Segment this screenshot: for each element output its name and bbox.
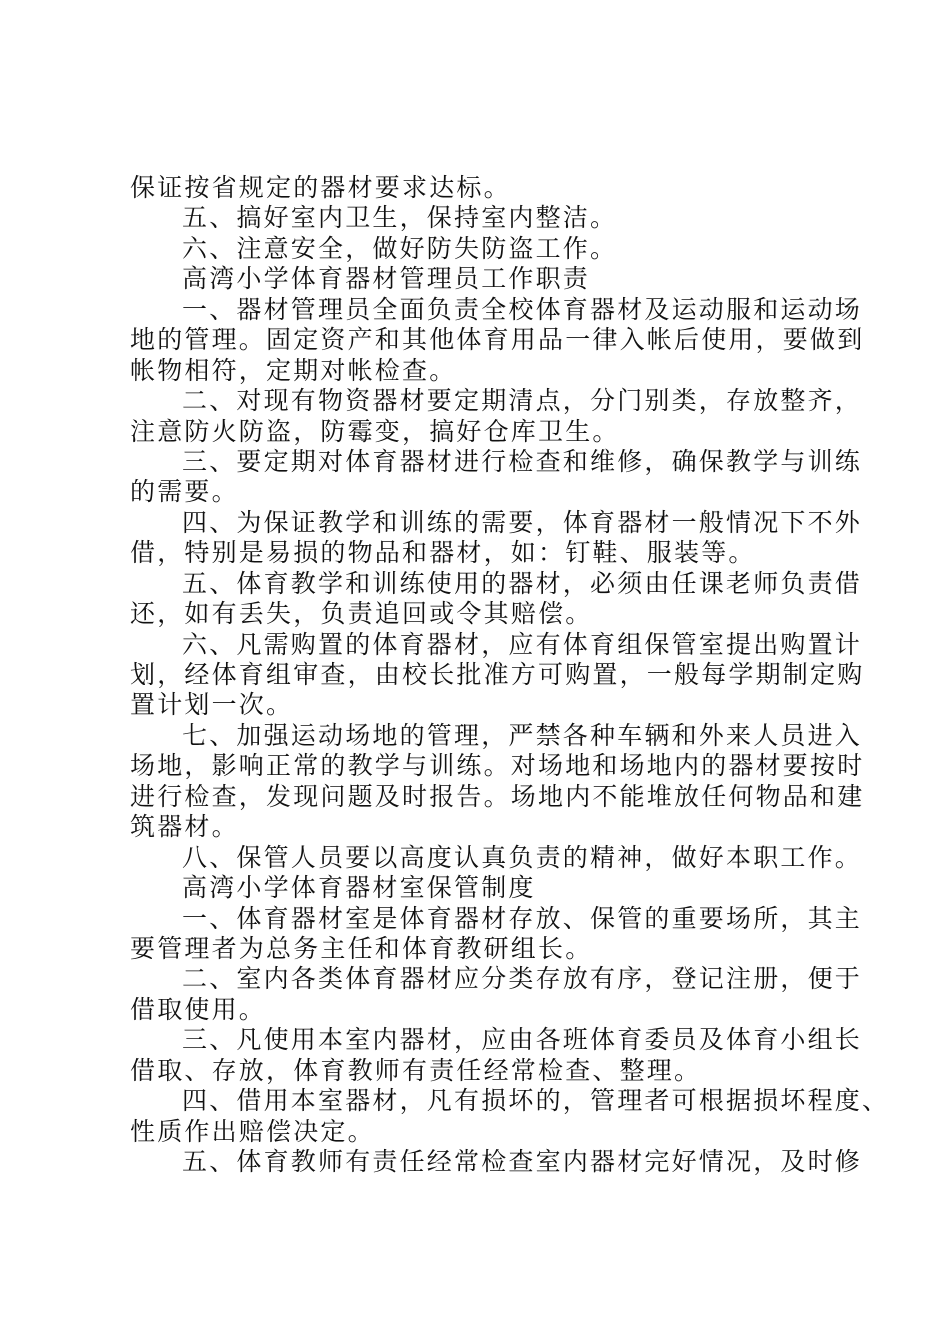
text-line: 场地，影响正常的教学与训练。对场地和场地内的器材要按时 [130,751,865,781]
text-line: 四、借用本室器材，凡有损坏的，管理者可根据损坏程度、 [182,1086,890,1116]
text-line: 进行检查，发现问题及时报告。场地内不能堆放任何物品和建 [130,781,865,811]
text-line: 三、凡使用本室内器材，应由各班体育委员及体育小组长 [182,1025,863,1055]
text-line: 高湾小学体育器材室保管制度 [182,873,536,903]
text-line: 二、对现有物资器材要定期清点，分门别类，存放整齐， [182,386,863,416]
text-line: 借取、存放，体育教师有责任经常检查、整理。 [130,1055,702,1085]
text-line: 注意防火防盗，防霉变，搞好仓库卫生。 [130,416,620,446]
text-line: 高湾小学体育器材管理员工作职责 [182,264,591,294]
text-line: 三、要定期对体育器材进行检查和维修，确保教学与训练 [182,446,863,476]
text-line: 五、搞好室内卫生，保持室内整洁。 [182,203,618,233]
text-line: 四、为保证教学和训练的需要，体育器材一般情况下不外 [182,507,863,537]
text-line: 划，经体育组审查，由校长批准方可购置，一般每学期制定购 [130,660,865,689]
text-line: 一、体育器材室是体育器材存放、保管的重要场所，其主 [182,903,863,933]
text-line: 六、注意安全，做好防失防盗工作。 [182,233,618,263]
document-body [130,173,890,1177]
text-line: 性质作出赔偿决定。 [130,1116,375,1146]
text-line: 还，如有丢失，负责追回或令其赔偿。 [130,599,593,629]
text-line: 二、室内各类体育器材应分类存放有序，登记注册，便于 [182,964,863,994]
text-line: 五、体育教学和训练使用的器材，必须由任课老师负责借 [182,568,863,598]
text-line: 置计划一次。 [130,690,294,720]
text-line: 七、加强运动场地的管理，严禁各种车辆和外来人员进入 [182,720,863,750]
text-line: 保证按省规定的器材要求达标。 [130,173,511,202]
text-line: 地的管理。固定资产和其他体育用品一律入帐后使用，要做到 [130,325,865,355]
text-line: 的需要。 [130,477,239,507]
text-line: 筑器材。 [130,812,239,842]
text-line: 五、体育教师有责任经常检查室内器材完好情况，及时修 [182,1147,863,1176]
text-line: 八、保管人员要以高度认真负责的精神，做好本职工作。 [182,842,863,872]
text-line: 帐物相符，定期对帐检查。 [130,355,457,385]
text-line: 借，特别是易损的物品和器材，如：钉鞋、服装等。 [130,538,756,568]
text-line: 一、器材管理员全面负责全校体育器材及运动服和运动场 [182,294,863,324]
text-line: 借取使用。 [130,994,267,1024]
text-line: 六、凡需购置的体育器材，应有体育组保管室提出购置计 [182,629,863,659]
text-line: 要管理者为总务主任和体育教研组长。 [130,933,593,963]
